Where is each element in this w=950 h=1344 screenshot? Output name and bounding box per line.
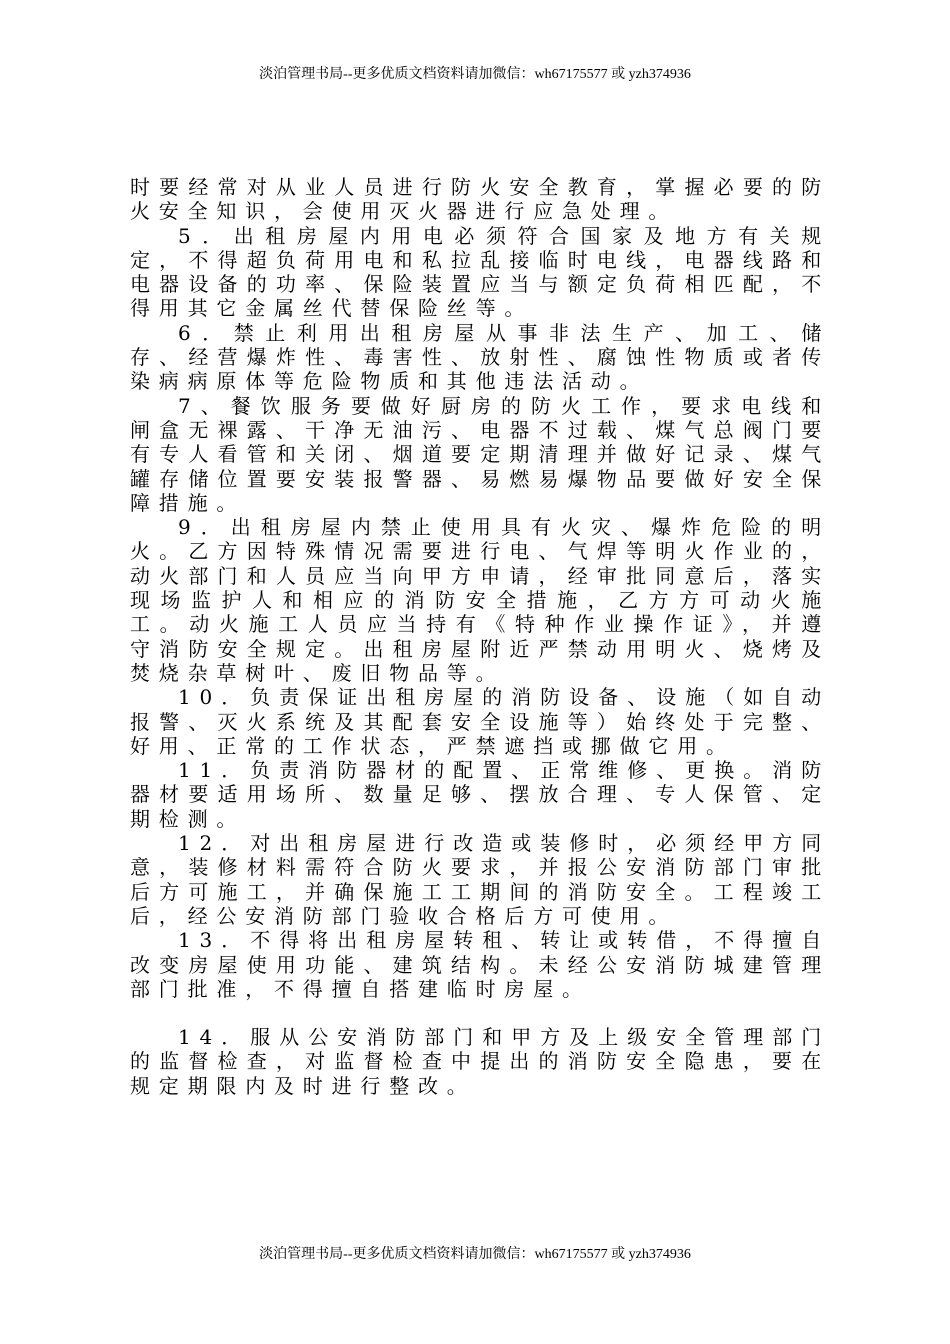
paragraph-item-5: 5．出租房屋内用电必须符合国家及地方有关规定，不得超负荷用电和私拉乱接临时电线，电器线路和电器设备的功率、保险装置应当与额定负荷相匹配，不得用其它金属丝代替保险丝等。 xyxy=(130,223,830,321)
paragraph-spacer xyxy=(130,1001,830,1025)
page-footer: 淡泊管理书局--更多优质文档资料请加微信：wh67175577 或 yzh374936 xyxy=(259,1247,691,1262)
paragraph-item-14: 14．服从公安消防部门和甲方及上级安全管理部门的监督检查，对监督检查中提出的消防安全隐患，要在规定期限内及时进行整改。 xyxy=(130,1025,830,1098)
paragraph-item-13: 13．不得将出租房屋转租、转让或转借，不得擅自改变房屋使用功能、建筑结构。未经公安消防城建管理部门批准，不得擅自搭建临时房屋。 xyxy=(130,928,830,1001)
document-body xyxy=(130,175,830,1098)
paragraph-continued: 时要经常对从业人员进行防火安全教育，掌握必要的防火安全知识，会使用灭火器进行应急处理。 xyxy=(130,175,830,224)
paragraph-item-11: 11．负责消防器材的配置、正常维修、更换。消防器材要适用场所、数量足够、摆放合理、专人保管、定期检测。 xyxy=(130,758,830,831)
paragraph-item-12: 12．对出租房屋进行改造或装修时，必须经甲方同意，装修材料需符合防火要求，并报公安消防部门审批后方可施工，并确保施工工期间的消防安全。工程竣工后，经公安消防部门验收合格后方可使用。 xyxy=(130,831,830,928)
paragraph-item-10: 10．负责保证出租房屋的消防设备、设施（如自动报警、灭火系统及其配套安全设施等）始终处于完整、好用、正常的工作状态，严禁遮挡或挪做它用。 xyxy=(130,685,830,758)
page-header: 淡泊管理书局--更多优质文档资料请加微信：wh67175577 或 yzh374936 xyxy=(259,67,691,82)
paragraph-item-6: 6．禁止利用出租房屋从事非法生产、加工、储存、经营爆炸性、毒害性、放射性、腐蚀性物质或者传染病病原体等危险物质和其他违法活动。 xyxy=(130,320,830,394)
paragraph-item-9: 9．出租房屋内禁止使用具有火灾、爆炸危险的明火。乙方因特殊情况需要进行电、气焊等明火作业的，动火部门和人员应当向甲方申请，经审批同意后，落实现场监护人和相应的消防安全措施，乙方方可动火施工。动火施工人员应当持有《特种作业操作证》，并遵守消防安全规定。出租房屋附近严禁动用明火、烧烤及焚烧杂草树叶、废旧物品等。 xyxy=(130,515,830,685)
paragraph-item-7: 7、餐饮服务要做好厨房的防火工作，要求电线和闸盒无裸露、干净无油污、电器不过载、煤气总阀门要有专人看管和关闭、烟道要定期清理并做好记录、煤气罐存储位置要安装报警器、易燃易爆物品要做好安全保障措施。 xyxy=(130,393,830,515)
